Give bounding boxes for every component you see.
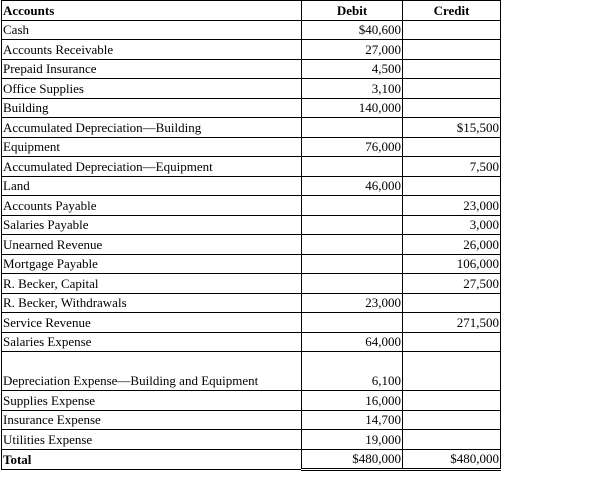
table-row <box>2 235 501 255</box>
debit-cell: 64,000 <box>302 332 403 352</box>
credit-cell <box>403 40 501 60</box>
account-cell: Salaries Expense <box>2 332 302 352</box>
credit-cell <box>403 332 501 352</box>
accounts-header: Accounts <box>2 1 302 21</box>
credit-cell <box>403 410 501 430</box>
credit-cell <box>403 59 501 79</box>
table-row <box>2 293 501 313</box>
debit-cell: 46,000 <box>302 176 403 196</box>
table-row <box>2 313 501 333</box>
table-row <box>2 254 501 274</box>
account-cell: Salaries Payable <box>2 215 302 235</box>
debit-cell <box>302 235 403 255</box>
credit-cell <box>403 352 501 391</box>
credit-cell: 7,500 <box>403 157 501 177</box>
credit-cell: 271,500 <box>403 313 501 333</box>
credit-cell: 27,500 <box>403 274 501 294</box>
debit-header: Debit <box>302 1 403 21</box>
debit-cell: 6,100 <box>302 352 403 391</box>
debit-cell <box>302 313 403 333</box>
total-credit: $480,000 <box>403 449 501 470</box>
debit-cell <box>302 274 403 294</box>
account-cell: Mortgage Payable <box>2 254 302 274</box>
account-cell: Equipment <box>2 137 302 157</box>
total-row <box>2 449 501 470</box>
debit-cell: 23,000 <box>302 293 403 313</box>
trial-balance-table <box>1 0 501 471</box>
table-row <box>2 118 501 138</box>
account-cell: Accumulated Depreciation—Equipment <box>2 157 302 177</box>
debit-cell: 27,000 <box>302 40 403 60</box>
credit-cell: $15,500 <box>403 118 501 138</box>
credit-cell <box>403 20 501 40</box>
account-cell: Accounts Payable <box>2 196 302 216</box>
account-cell: Insurance Expense <box>2 410 302 430</box>
account-cell: Office Supplies <box>2 79 302 99</box>
account-cell: Utilities Expense <box>2 430 302 450</box>
table-row <box>2 157 501 177</box>
table-row <box>2 98 501 118</box>
total-label: Total <box>2 449 302 470</box>
table-row <box>2 215 501 235</box>
debit-cell: 76,000 <box>302 137 403 157</box>
credit-cell <box>403 430 501 450</box>
account-cell: Service Revenue <box>2 313 302 333</box>
debit-cell <box>302 157 403 177</box>
total-debit: $480,000 <box>302 449 403 470</box>
debit-cell: 16,000 <box>302 391 403 411</box>
table-row <box>2 137 501 157</box>
credit-cell <box>403 391 501 411</box>
table-row <box>2 196 501 216</box>
credit-cell <box>403 79 501 99</box>
account-cell: R. Becker, Withdrawals <box>2 293 302 313</box>
table-row <box>2 352 501 391</box>
credit-cell <box>403 176 501 196</box>
debit-cell: 3,100 <box>302 79 403 99</box>
account-cell: Land <box>2 176 302 196</box>
credit-cell: 26,000 <box>403 235 501 255</box>
account-cell: Prepaid Insurance <box>2 59 302 79</box>
account-cell: Accounts Receivable <box>2 40 302 60</box>
table-row <box>2 274 501 294</box>
debit-cell <box>302 254 403 274</box>
table-row <box>2 79 501 99</box>
credit-cell: 106,000 <box>403 254 501 274</box>
table-row <box>2 430 501 450</box>
credit-cell: 23,000 <box>403 196 501 216</box>
credit-cell <box>403 98 501 118</box>
debit-cell <box>302 196 403 216</box>
debit-cell <box>302 215 403 235</box>
table-row <box>2 410 501 430</box>
table-row <box>2 332 501 352</box>
account-cell: Supplies Expense <box>2 391 302 411</box>
debit-cell <box>302 118 403 138</box>
account-cell: Depreciation Expense—Building and Equipment <box>2 352 302 391</box>
account-cell: Unearned Revenue <box>2 235 302 255</box>
table-row <box>2 20 501 40</box>
account-cell: R. Becker, Capital <box>2 274 302 294</box>
credit-cell <box>403 293 501 313</box>
debit-cell: $40,600 <box>302 20 403 40</box>
credit-cell: 3,000 <box>403 215 501 235</box>
table-row <box>2 176 501 196</box>
account-cell: Building <box>2 98 302 118</box>
credit-header: Credit <box>403 1 501 21</box>
debit-cell: 19,000 <box>302 430 403 450</box>
account-cell: Accumulated Depreciation—Building <box>2 118 302 138</box>
table-row <box>2 40 501 60</box>
debit-cell: 4,500 <box>302 59 403 79</box>
debit-cell: 140,000 <box>302 98 403 118</box>
table-row <box>2 391 501 411</box>
table-row <box>2 59 501 79</box>
debit-cell: 14,700 <box>302 410 403 430</box>
header-row <box>2 1 501 21</box>
account-cell: Cash <box>2 20 302 40</box>
credit-cell <box>403 137 501 157</box>
